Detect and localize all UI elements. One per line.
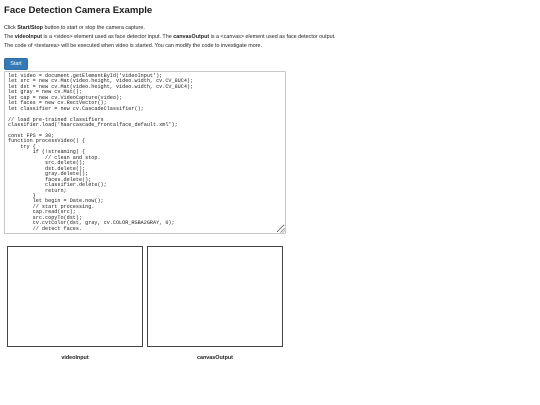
instruction-text: is a <canvas> element used as face detector output. [209, 34, 336, 40]
instruction-text: button to start or stop the camera capture. [42, 25, 145, 31]
instruction-emphasis: Start/Stop [17, 25, 43, 31]
instruction-text: is a <video> element used as face detector input. The [42, 34, 174, 40]
instruction-emphasis: videoInput [14, 34, 43, 40]
page-title: Face Detection Camera Example [4, 5, 153, 16]
instruction-emphasis: canvasOutput [173, 34, 210, 40]
canvas-output-caption: canvasOutput [197, 355, 233, 361]
code-editor[interactable] [4, 71, 286, 234]
start-button[interactable]: Start [4, 58, 28, 70]
instruction-code: The code of <textarea> will be executed when video is started. You can modify the code to investigate more. [4, 43, 263, 49]
instruction-text: The [4, 34, 15, 40]
instruction-start-stop [4, 25, 145, 32]
video-input-caption: videoInput [61, 355, 89, 361]
canvas-output [147, 246, 283, 347]
video-input [7, 246, 143, 347]
instruction-elements [4, 34, 336, 41]
instruction-text: Click [4, 25, 18, 31]
